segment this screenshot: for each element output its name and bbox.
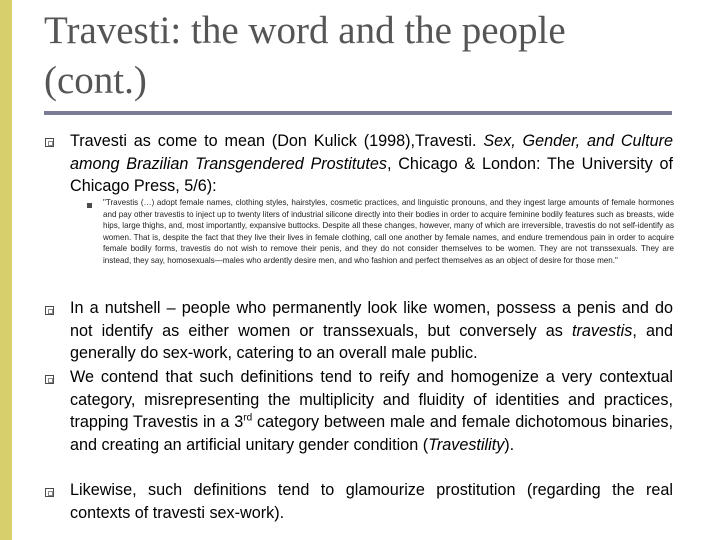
accent-bar [0,0,12,540]
small-square-bullet-icon [87,203,92,208]
bullet-2-italic: travestis [572,321,633,340]
bullet-3-part-b: category between male and female dichotomous binaries, and creating an artificial unitary gender condition ( [70,413,673,454]
bullet-3-part-d: ). [504,435,515,454]
square-bullet-icon [45,375,54,384]
title-underline [44,111,672,115]
bullet-3-superscript: rd [243,412,253,424]
bullet-4-text [70,479,673,524]
bullet-2-part-c: , and generally do sex-work, catering to an overall male public. [70,321,673,362]
bullet-1-text [70,130,673,198]
bullet-3-part-a: We contend that such definitions tend to reify and homogenize a very contextual category, misrepresenting the multiplicity and fluidity of identities and practices, trapping Travestis in a 3 [70,368,673,431]
square-bullet-icon [45,488,54,497]
bullet-3-text [70,366,673,456]
bullet-1-part-a: Travesti as come to mean (Don Kulick (1998),Travesti. [70,132,484,150]
bullet-3-italic: Travestility [428,435,505,454]
kulick-quote: "Travestis (…) adopt female names, clothing styles, hairstyles, cosmetic practices, and linguistic pronouns, and they ingest large amounts of female hormones and pay other travestis to inject up to twenty liters of industrial silicone directly into their bodies in order to acquire feminine bodily features such as breasts, wide hips, large thighs, and, most importantly, expansive buttocks. Despite all these changes, however, many of which are irreversible, travestis do not self-identify as women. That is, despite the fact that they live their lives in female clothing, call one another by female names, and endure tremendous pain in order to acquire female bodily forms, travestis do not wish to remove their penis, and they do not consider themselves to be women. They are not transsexuals. They are instead, they say, homosexuals—males who ardently desire men, and who fashion and perfect themselves as an object of desire for those men." [103,198,674,265]
square-bullet-icon [45,138,54,147]
bullet-4-part-a: Likewise, such definitions tend to glamourize prostitution (regarding the real contexts of travesti sex-work). [70,481,673,522]
title-line-1: Travesti: the word and the people [44,9,566,52]
bullet-2-text [70,297,673,365]
square-bullet-icon [45,306,54,315]
bullet-1-part-c: , Chicago & London: The University of Chicago Press, 5/6): [70,154,673,195]
bullet-2-part-a: In a nutshell – people who permanently look like women, possess a penis and do not identify as either women or transsexuals, but conversely as [70,299,673,340]
slide-title [44,6,684,106]
title-line-2: (cont.) [44,59,147,102]
bullet-1-book-title: Sex, Gender, and Culture among Brazilian Transgendered Prostitutes [70,132,674,173]
